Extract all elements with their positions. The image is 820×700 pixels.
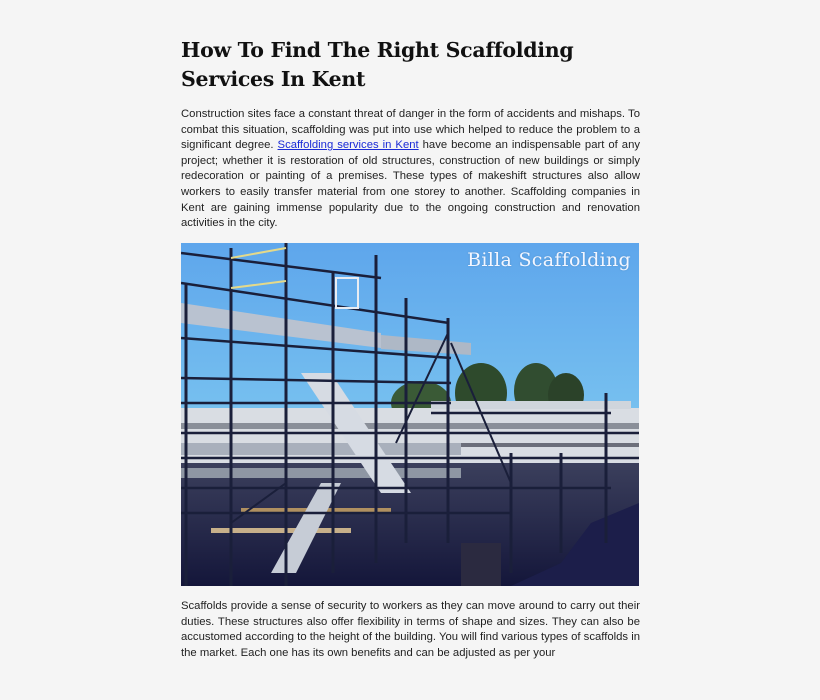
page-title (181, 36, 640, 94)
title-line-1: How To Find The Right Scaffolding (181, 38, 574, 62)
scaffolding-services-link[interactable]: Scaffolding services in Kent (277, 139, 419, 152)
title-line-2: Services In Kent (181, 67, 366, 91)
photo-watermark: Billa Scaffolding (467, 249, 631, 271)
scaffolding-photo (181, 243, 639, 586)
security-paragraph: Scaffolds provide a sense of security to workers as they can move around to carry out their duties. These structures also offer flexibility in terms of shape and sizes. They can also be accustomed according to the height of the building. You will find various types of scaffolds in the market. Each one has its own benefits and can be adjusted as per your (181, 600, 640, 659)
document-page (181, 36, 640, 232)
intro-text-after-link: have become an indispensable part of any project; whether it is restoration of old structures, construction of new buildings or simply redecoration or painting of a premises. These types of makeshift structures also allow workers to easily transfer material from one storey to another. Scaffolding companies in Kent are gaining immense popularity due to the ongoing construction and renovation activities in the city. (181, 139, 641, 230)
intro-paragraph (181, 107, 640, 232)
intro-text-before-link: Construction sites face a constant threat of danger in the form of accidents and mishaps. To combat this situation, scaffolding was put into use which helped to reduce the problem to a significant degree. (181, 108, 640, 152)
scaffolding-illustration (181, 243, 639, 586)
